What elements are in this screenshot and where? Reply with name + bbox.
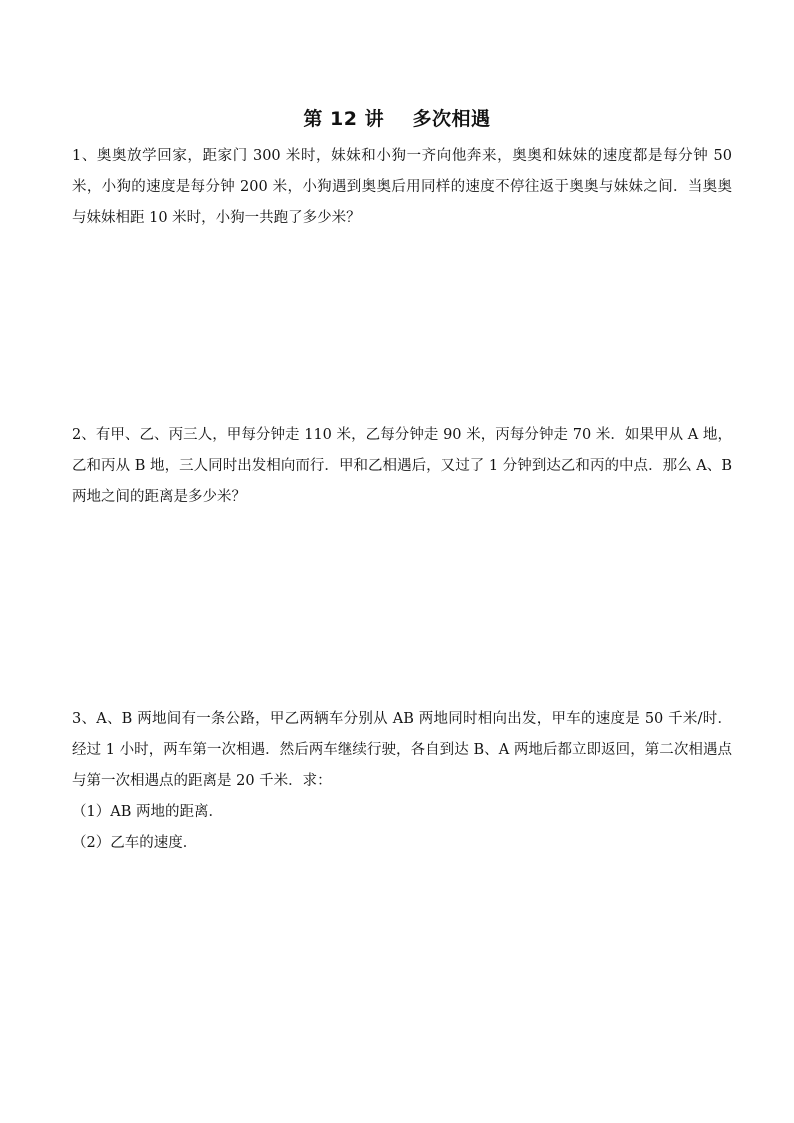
problem-3-sub-1: （1）AB 两地的距离． <box>72 804 223 820</box>
problem-1 <box>72 141 732 234</box>
problem-3-sub-2: （2）乙车的速度． <box>72 835 198 851</box>
problem-1-text: 1、奥奥放学回家，距家门 300 米时，妹妹和小狗一齐向他奔来，奥奥和妹妹的速度都是每分钟 50 米，小狗的速度是每分钟 200 米，小狗遇到奥奥后用同样的速度不停往返于奥奥与妹妹之间．当奥奥与妹妹相距 10 米时，小狗一共跑了多少米？ <box>72 148 732 226</box>
problem-2-text: 2、有甲、乙、丙三人，甲每分钟走 110 米，乙每分钟走 90 米，丙每分钟走 70 米．如果甲从 A 地，乙和丙从 B 地，三人同时出发相向而行．甲和乙相遇后，又过了 1 分钟到达乙和丙的中点．那么 A、B 两地之间的距离是多少米？ <box>72 427 732 505</box>
page-title: 第 12 讲 多次相遇 <box>303 108 491 130</box>
problem-2 <box>72 420 732 513</box>
problem-3-text: 3、A、B 两地间有一条公路，甲乙两辆车分别从 AB 两地同时相向出发，甲车的速度是 50 千米/时．经过 1 小时，两车第一次相遇．然后两车继续行驶，各自到达 B、A 两地后都立即返回，第二次相遇点与第一次相遇点的距离是 20 千米．求： <box>72 711 732 789</box>
problem-3 <box>72 704 732 859</box>
